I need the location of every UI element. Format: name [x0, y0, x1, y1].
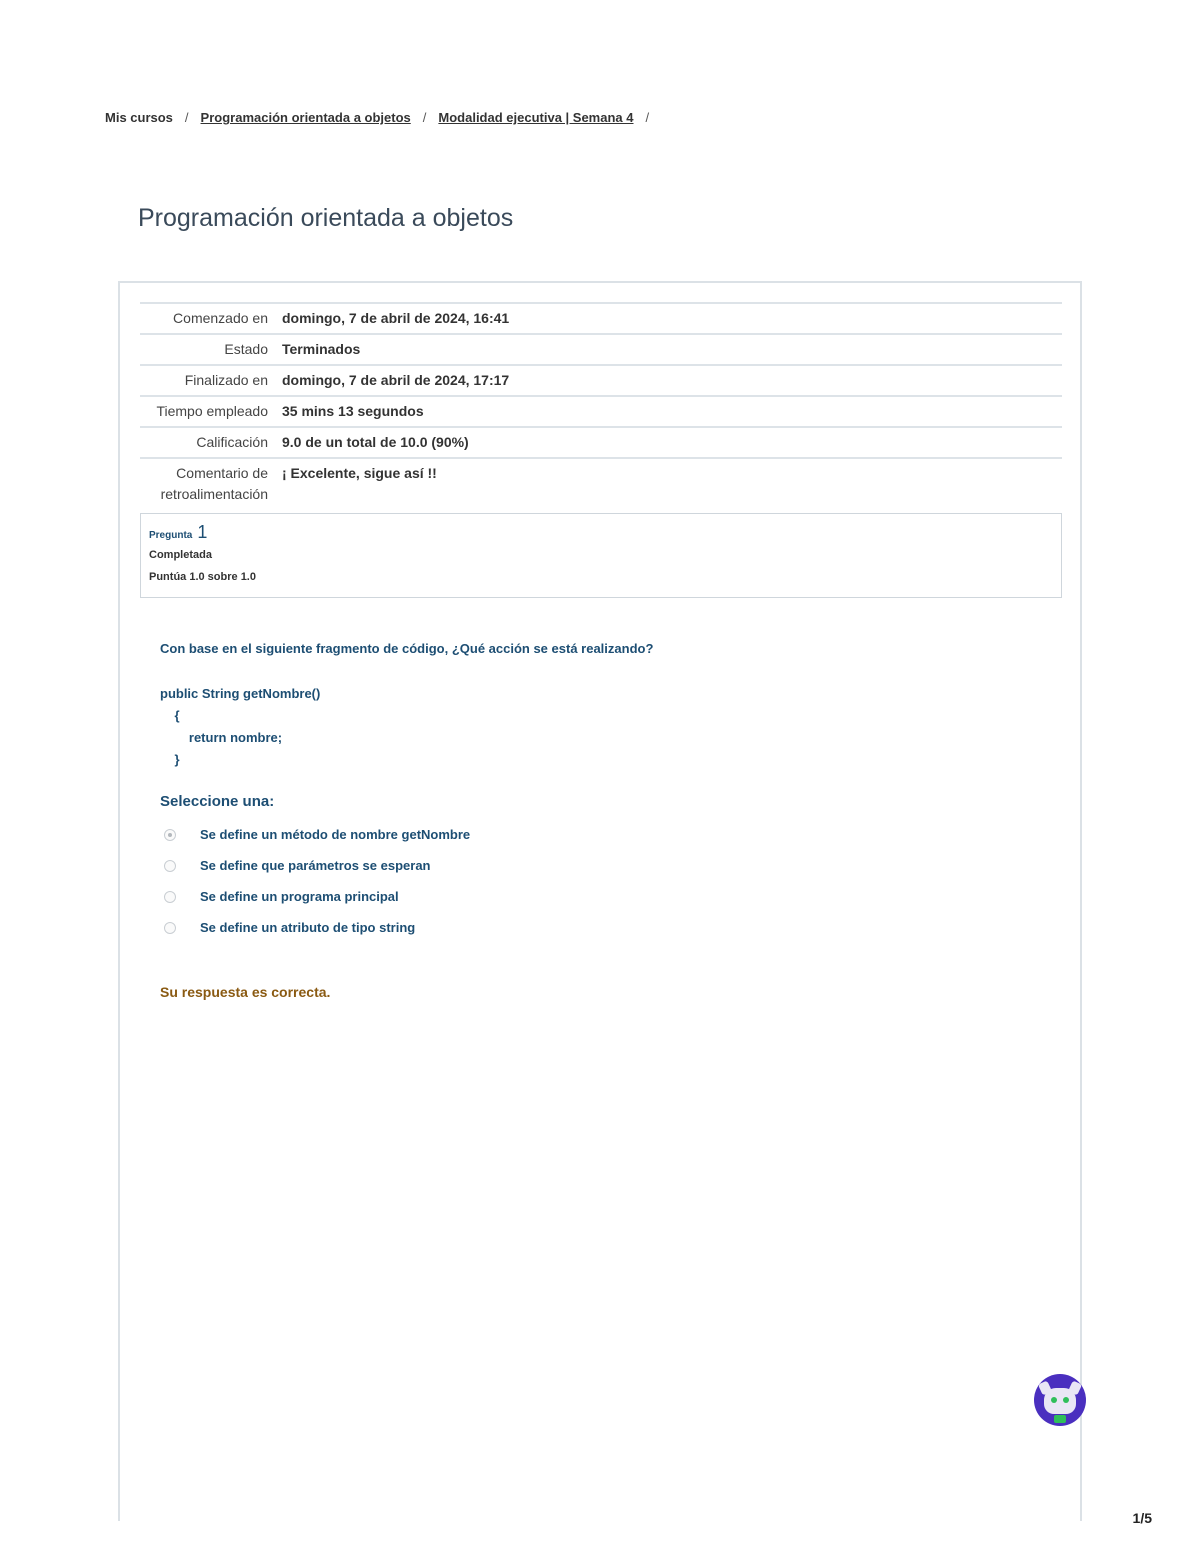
answer-prompt: Seleccione una:: [160, 793, 275, 810]
summary-value: domingo, 7 de abril de 2024, 17:17: [282, 372, 510, 388]
answer-label: Se define un atributo de tipo string: [200, 920, 416, 935]
summary-row-feedback: [140, 458, 1062, 509]
breadcrumb-separator: /: [422, 110, 427, 125]
breadcrumb-item-course[interactable]: Programación orientada a objetos: [200, 110, 411, 125]
answer-option[interactable]: [164, 819, 470, 850]
summary-row-grade: [140, 427, 1062, 458]
summary-row-started: [140, 303, 1062, 334]
summary-row-time-taken: [140, 396, 1062, 427]
summary-label: Tiempo empleado: [156, 403, 268, 419]
summary-value: 9.0 de un total de 10.0 (90%): [282, 434, 469, 450]
answer-label: Se define un programa principal: [200, 889, 399, 904]
question-number: 1: [197, 522, 208, 542]
summary-label: Estado: [224, 341, 268, 357]
answer-feedback: Su respuesta es correcta.: [160, 984, 331, 1000]
code-line: public String getNombre(): [160, 686, 321, 701]
summary-value: domingo, 7 de abril de 2024, 16:41: [282, 310, 510, 326]
answer-option[interactable]: [164, 850, 470, 881]
question-info-box: [140, 513, 1062, 598]
question-mark: Puntúa 1.0 sobre 1.0: [149, 571, 256, 583]
summary-row-state: [140, 334, 1062, 365]
summary-value: 35 mins 13 segundos: [282, 403, 424, 419]
summary-value: Terminados: [282, 341, 361, 357]
radio-button-selected[interactable]: [164, 829, 176, 841]
summary-label: Calificación: [196, 434, 268, 450]
quiz-review-card: [118, 281, 1082, 1521]
breadcrumb-separator: /: [184, 110, 189, 125]
attempt-summary-table: [140, 302, 1062, 509]
code-line: return nombre;: [160, 730, 283, 745]
answer-list: [164, 819, 470, 943]
code-snippet: [160, 683, 320, 771]
breadcrumb-item-week[interactable]: Modalidad ejecutiva | Semana 4: [438, 110, 634, 125]
summary-label: Comentario de retroalimentación: [160, 465, 268, 502]
breadcrumb-item-mis-cursos[interactable]: Mis cursos: [105, 110, 173, 125]
radio-button[interactable]: [164, 922, 176, 934]
radio-button[interactable]: [164, 891, 176, 903]
summary-label: Comenzado en: [173, 310, 268, 326]
answer-option[interactable]: [164, 881, 470, 912]
breadcrumb-separator: /: [645, 110, 650, 125]
chatbot-face: [1044, 1388, 1076, 1414]
code-line: }: [160, 752, 180, 767]
radio-button[interactable]: [164, 860, 176, 872]
breadcrumb: [105, 110, 661, 125]
chatbot-collar: [1054, 1415, 1066, 1423]
page-title: Programación orientada a objetos: [138, 204, 514, 232]
summary-row-finished: [140, 365, 1062, 396]
summary-value: ¡ Excelente, sigue así !!: [282, 465, 437, 481]
question-state: Completada: [149, 549, 212, 561]
answer-option[interactable]: [164, 912, 470, 943]
summary-label: Finalizado en: [184, 372, 268, 388]
code-line: {: [160, 708, 180, 723]
chatbot-icon[interactable]: [1034, 1374, 1086, 1426]
answer-label: Se define que parámetros se esperan: [200, 858, 431, 873]
page-number: 1/5: [1132, 1510, 1152, 1526]
chatbot-eye: [1051, 1397, 1057, 1403]
chatbot-eye: [1063, 1397, 1069, 1403]
question-text: Con base en el siguiente fragmento de código, ¿Qué acción se está realizando?: [160, 641, 654, 656]
answer-label: Se define un método de nombre getNombre: [200, 827, 471, 842]
question-label: Pregunta: [149, 530, 193, 541]
